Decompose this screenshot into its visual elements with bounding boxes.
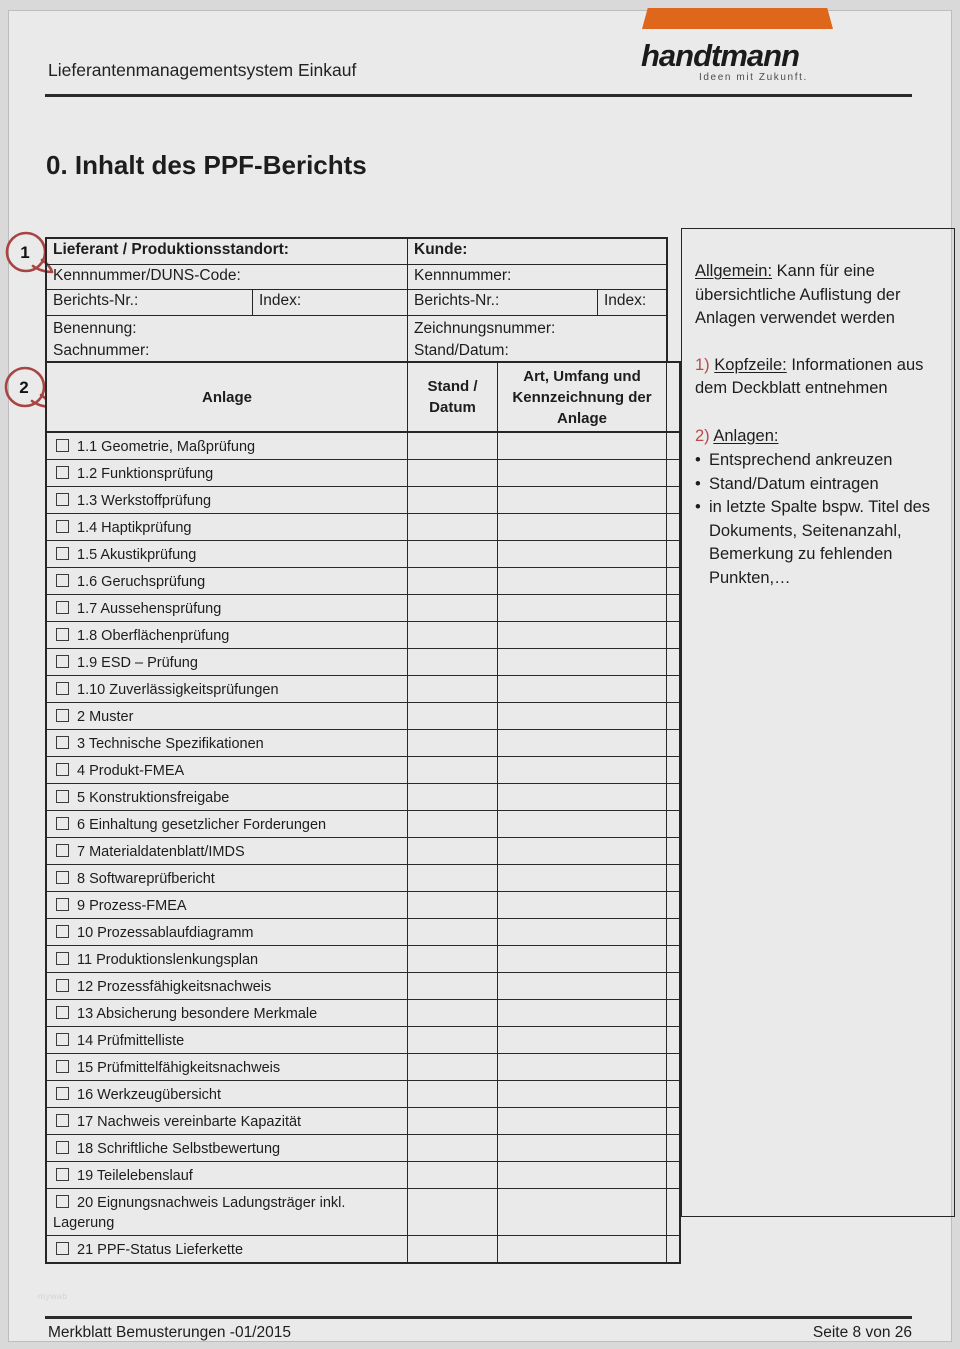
art-cell[interactable] (498, 514, 667, 540)
checklist-item-label: 10 Prozessablaufdiagramm (77, 925, 254, 941)
checklist-item-label: 19 Teilelebenslauf (77, 1168, 193, 1184)
checkbox[interactable] (56, 547, 69, 560)
header-anlage: Anlage (47, 363, 408, 431)
note-section-2 (695, 425, 944, 449)
supplier-site-field[interactable]: Lieferant / Produktionsstandort: (47, 239, 408, 264)
checklist-row (47, 1135, 679, 1162)
checklist-row (47, 568, 679, 595)
sliver-cell (667, 1135, 679, 1161)
sliver-cell (667, 433, 679, 459)
checkbox[interactable] (56, 520, 69, 533)
checkbox[interactable] (56, 1141, 69, 1154)
checklist-item-label: 16 Werkzeugübersicht (77, 1087, 222, 1103)
checklist-row (47, 1027, 679, 1054)
checklist-row (47, 1054, 679, 1081)
art-cell[interactable] (498, 487, 667, 513)
checklist-row (47, 730, 679, 757)
checklist-item-label: 1.4 Haptikprüfung (77, 520, 192, 536)
checkbox[interactable] (56, 466, 69, 479)
checklist-item-label: 20 Eignungsnachweis Ladungsträger inkl. Lagerung (53, 1195, 346, 1231)
drawing-number-label: Zeichnungsnummer: (414, 320, 556, 337)
checklist-row (47, 892, 679, 919)
checklist-item-label: 1.5 Akustikprüfung (77, 547, 197, 563)
sliver-cell (667, 1027, 679, 1053)
checklist-row (47, 784, 679, 811)
attachments-checklist-table (45, 361, 681, 1264)
checkbox[interactable] (56, 952, 69, 965)
art-cell[interactable] (498, 703, 667, 729)
checkbox[interactable] (56, 1033, 69, 1046)
stand-datum-cell[interactable] (408, 1000, 498, 1026)
checklist-item-label: 21 PPF-Status Lieferkette (77, 1242, 244, 1258)
art-cell[interactable] (498, 892, 667, 918)
art-cell[interactable] (498, 730, 667, 756)
note-section-1 (695, 354, 944, 401)
index-right-field[interactable]: Index: (604, 292, 647, 309)
checklist-row (47, 703, 679, 730)
checklist-row (47, 1236, 679, 1262)
stand-datum-cell[interactable] (408, 1027, 498, 1053)
checklist-item-label: 8 Softwareprüfbericht (77, 871, 215, 887)
checklist-item-label: 15 Prüfmittelfähigkeitsnachweis (77, 1060, 281, 1076)
checkbox[interactable] (56, 1195, 69, 1208)
stand-datum-cell[interactable] (408, 649, 498, 675)
stand-datum-cell[interactable] (408, 1081, 498, 1107)
checkbox[interactable] (56, 601, 69, 614)
stand-datum-cell[interactable] (408, 892, 498, 918)
sliver-cell (667, 487, 679, 513)
logo-accent-bar (642, 8, 833, 29)
table-row (47, 290, 666, 316)
sliver-cell (667, 1189, 679, 1235)
callout-2-number: 2 (19, 378, 29, 397)
sliver-cell (667, 973, 679, 999)
report-header-table (45, 237, 668, 364)
checkbox[interactable] (56, 1242, 69, 1255)
sliver-cell (667, 919, 679, 945)
header-stand-datum: Stand / Datum (408, 363, 498, 431)
checkbox[interactable] (56, 1114, 69, 1127)
designation-label: Benennung: (53, 320, 137, 337)
stand-datum-cell[interactable] (408, 1054, 498, 1080)
note-bullet-list (695, 449, 944, 590)
callout-1-number: 1 (20, 243, 30, 262)
sliver-cell (667, 622, 679, 648)
stand-datum-cell[interactable] (408, 1162, 498, 1188)
sliver-cell (667, 946, 679, 972)
stand-datum-cell[interactable] (408, 730, 498, 756)
checklist-row (47, 460, 679, 487)
art-cell[interactable] (498, 973, 667, 999)
art-cell[interactable] (498, 757, 667, 783)
checklist-item-label: 4 Produkt-FMEA (77, 763, 185, 779)
sliver-cell (667, 757, 679, 783)
footer-page-number: Seite 8 von 26 (812, 1324, 912, 1341)
note-2-number: 2) (695, 426, 710, 445)
note-1-text: Informationen aus dem Deckblatt entnehmen (695, 355, 924, 397)
checklist-row (47, 1081, 679, 1108)
stand-datum-cell[interactable] (408, 676, 498, 702)
stand-datum-cell[interactable] (408, 1236, 498, 1262)
sliver-cell (667, 1236, 679, 1262)
art-cell[interactable] (498, 784, 667, 810)
art-cell[interactable] (498, 1162, 667, 1188)
checklist-item-label: 17 Nachweis vereinbarte Kapazität (77, 1114, 302, 1130)
part-number-label: Sachnummer: (53, 342, 150, 359)
art-cell[interactable] (498, 1081, 667, 1107)
checklist-row (47, 433, 679, 460)
watermark: mywab (38, 1291, 68, 1301)
art-cell[interactable] (498, 649, 667, 675)
note-bullet: • Entsprechend ankreuzen (695, 449, 944, 473)
art-cell[interactable] (498, 838, 667, 864)
sliver-cell (667, 1108, 679, 1134)
sliver-cell (667, 676, 679, 702)
sliver-cell (667, 811, 679, 837)
stand-datum-cell[interactable] (408, 487, 498, 513)
checklist-row (47, 676, 679, 703)
drawing-revision-field[interactable] (408, 316, 666, 362)
checklist-row (47, 1108, 679, 1135)
note-bullet: • in letzte Spalte bspw. Titel des Dokuments, Seitenanzahl, Bemerkung zu fehlenden Punkten,… (695, 496, 944, 590)
stand-datum-cell[interactable] (408, 1189, 498, 1235)
art-cell[interactable] (498, 568, 667, 594)
checklist-item-label: 3 Technische Spezifikationen (77, 736, 264, 752)
checklist-item-label: 1.1 Geometrie, Maßprüfung (77, 439, 256, 455)
checklist-item-label: 1.6 Geruchsprüfung (77, 574, 206, 590)
document-header-title: Lieferantenmanagementsystem Einkauf (48, 60, 357, 80)
sliver-cell (667, 892, 679, 918)
checklist-row (47, 838, 679, 865)
revision-date-label: Stand/Datum: (414, 342, 509, 359)
checkbox[interactable] (56, 790, 69, 803)
checklist-row (47, 757, 679, 784)
stand-datum-cell[interactable] (408, 541, 498, 567)
header-sliver (667, 363, 679, 431)
table-row (47, 265, 666, 290)
sliver-cell (667, 649, 679, 675)
checkbox[interactable] (56, 1168, 69, 1181)
stand-datum-cell[interactable] (408, 757, 498, 783)
sliver-cell (667, 595, 679, 621)
checkbox[interactable] (56, 979, 69, 992)
brand-logo: handtmann (641, 38, 800, 73)
checklist-item-label: 13 Absicherung besondere Merkmale (77, 1006, 318, 1022)
checkbox[interactable] (56, 763, 69, 776)
stand-datum-cell[interactable] (408, 460, 498, 486)
note-general (695, 260, 944, 331)
art-cell[interactable] (498, 460, 667, 486)
stand-datum-cell[interactable] (408, 784, 498, 810)
designation-partnumber-field[interactable] (47, 316, 408, 362)
footer-document-name: Merkblatt Bemusterungen -01/2015 (48, 1324, 291, 1341)
art-cell[interactable] (498, 433, 667, 459)
art-cell[interactable] (498, 1027, 667, 1053)
table-row (47, 316, 666, 362)
stand-datum-cell[interactable] (408, 838, 498, 864)
checklist-row (47, 595, 679, 622)
checkbox[interactable] (56, 493, 69, 506)
checklist-item-label: 12 Prozessfähigkeitsnachweis (77, 979, 272, 995)
checkbox[interactable] (56, 871, 69, 884)
stand-datum-cell[interactable] (408, 595, 498, 621)
checklist-row (47, 865, 679, 892)
checklist-row (47, 811, 679, 838)
art-cell[interactable] (498, 919, 667, 945)
stand-datum-cell[interactable] (408, 946, 498, 972)
checklist-item-label: 1.10 Zuverlässigkeitsprüfungen (77, 682, 279, 698)
art-cell[interactable] (498, 676, 667, 702)
checklist-item-label: 1.2 Funktionsprüfung (77, 466, 214, 482)
table-row (47, 239, 666, 265)
checklist-item-label: 9 Prozess-FMEA (77, 898, 187, 914)
sliver-cell (667, 568, 679, 594)
stand-datum-cell[interactable] (408, 1108, 498, 1134)
stand-datum-cell[interactable] (408, 703, 498, 729)
stand-datum-cell[interactable] (408, 514, 498, 540)
annotation-notes-panel (681, 228, 955, 1217)
customer-field[interactable]: Kunde: (414, 241, 468, 258)
art-cell[interactable] (498, 1108, 667, 1134)
checklist-row (47, 487, 679, 514)
brand-tagline: Ideen mit Zukunft. (699, 72, 808, 83)
checklist-item-label: 18 Schriftliche Selbstbewertung (77, 1141, 281, 1157)
checklist-item-label: 5 Konstruktionsfreigabe (77, 790, 230, 806)
sliver-cell (667, 730, 679, 756)
stand-datum-cell[interactable] (408, 973, 498, 999)
checklist-row (47, 1162, 679, 1189)
checklist-item-label: 2 Muster (77, 709, 134, 725)
checklist-row (47, 919, 679, 946)
checklist-row (47, 541, 679, 568)
checklist-row (47, 649, 679, 676)
stand-datum-cell[interactable] (408, 1135, 498, 1161)
footer-divider (45, 1316, 912, 1319)
checkbox[interactable] (56, 628, 69, 641)
art-cell[interactable] (498, 541, 667, 567)
note-bullet: • Stand/Datum eintragen (695, 473, 944, 497)
stand-datum-cell[interactable] (408, 811, 498, 837)
checkbox[interactable] (56, 925, 69, 938)
checklist-item-label: 14 Prüfmittelliste (77, 1033, 185, 1049)
checklist-row (47, 973, 679, 1000)
sliver-cell (667, 838, 679, 864)
checklist-item-label: 7 Materialdatenblatt/IMDS (77, 844, 245, 860)
stand-datum-cell[interactable] (408, 865, 498, 891)
note-general-text: Kann für eine übersichtliche Auflistung der Anlagen verwendet werden (695, 262, 901, 327)
checkbox[interactable] (56, 574, 69, 587)
checklist-item-label: 11 Produktionslenkungsplan (77, 952, 259, 968)
checkbox[interactable] (56, 1006, 69, 1019)
header-divider (45, 94, 912, 97)
note-2-label: Anlagen: (713, 426, 779, 445)
checklist-row (47, 514, 679, 541)
report-no-left-field[interactable]: Berichts-Nr.: (47, 290, 253, 315)
checkbox[interactable] (56, 439, 69, 452)
checklist-row (47, 946, 679, 973)
stand-datum-cell[interactable] (408, 622, 498, 648)
sliver-cell (667, 1162, 679, 1188)
index-left-field[interactable]: Index: (253, 290, 408, 315)
art-cell[interactable] (498, 622, 667, 648)
checklist-item-label: 1.9 ESD – Prüfung (77, 655, 198, 671)
customer-id-field[interactable]: Kennnummer: (414, 267, 512, 284)
checklist-row (47, 1000, 679, 1027)
art-cell[interactable] (498, 1135, 667, 1161)
checkbox[interactable] (56, 1060, 69, 1073)
art-cell[interactable] (498, 1054, 667, 1080)
sliver-cell (667, 1000, 679, 1026)
duns-code-field[interactable]: Kennnummer/DUNS-Code: (47, 265, 408, 289)
checklist-header-row (47, 363, 679, 433)
art-cell[interactable] (498, 865, 667, 891)
art-cell[interactable] (498, 1000, 667, 1026)
checklist-item-label: 1.3 Werkstoffprüfung (77, 493, 212, 509)
stand-datum-cell[interactable] (408, 919, 498, 945)
checkbox[interactable] (56, 817, 69, 830)
note-general-label: Allgemein: (695, 262, 773, 280)
sliver-cell (667, 460, 679, 486)
stand-datum-cell[interactable] (408, 433, 498, 459)
checkbox[interactable] (56, 1087, 69, 1100)
stand-datum-cell[interactable] (408, 568, 498, 594)
note-1-number: 1) (695, 355, 710, 374)
checkbox[interactable] (56, 709, 69, 722)
art-cell[interactable] (498, 946, 667, 972)
sliver-cell (667, 1081, 679, 1107)
sliver-cell (667, 784, 679, 810)
checklist-item-label: 1.7 Aussehensprüfung (77, 601, 222, 617)
checklist-item-label: 6 Einhaltung gesetzlicher Forderungen (77, 817, 327, 833)
note-1-label: Kopfzeile: (714, 355, 787, 374)
checkbox[interactable] (56, 682, 69, 695)
sliver-cell (667, 514, 679, 540)
checkbox[interactable] (56, 898, 69, 911)
art-cell[interactable] (498, 1236, 667, 1262)
checklist-item-label: 1.8 Oberflächenprüfung (77, 628, 230, 644)
checklist-row (47, 622, 679, 649)
header-art-umfang: Art, Umfang und Kennzeichnung der Anlage (498, 363, 667, 431)
art-cell[interactable] (498, 595, 667, 621)
page-title: 0. Inhalt des PPF-Berichts (46, 150, 367, 180)
checkbox[interactable] (56, 655, 69, 668)
sliver-cell (667, 541, 679, 567)
art-cell[interactable] (498, 1189, 667, 1235)
checklist-row (47, 1189, 679, 1236)
sliver-cell (667, 865, 679, 891)
report-no-right-field[interactable]: Berichts-Nr.: (408, 290, 598, 315)
checkbox[interactable] (56, 844, 69, 857)
checkbox[interactable] (56, 736, 69, 749)
art-cell[interactable] (498, 811, 667, 837)
sliver-cell (667, 1054, 679, 1080)
sliver-cell (667, 703, 679, 729)
